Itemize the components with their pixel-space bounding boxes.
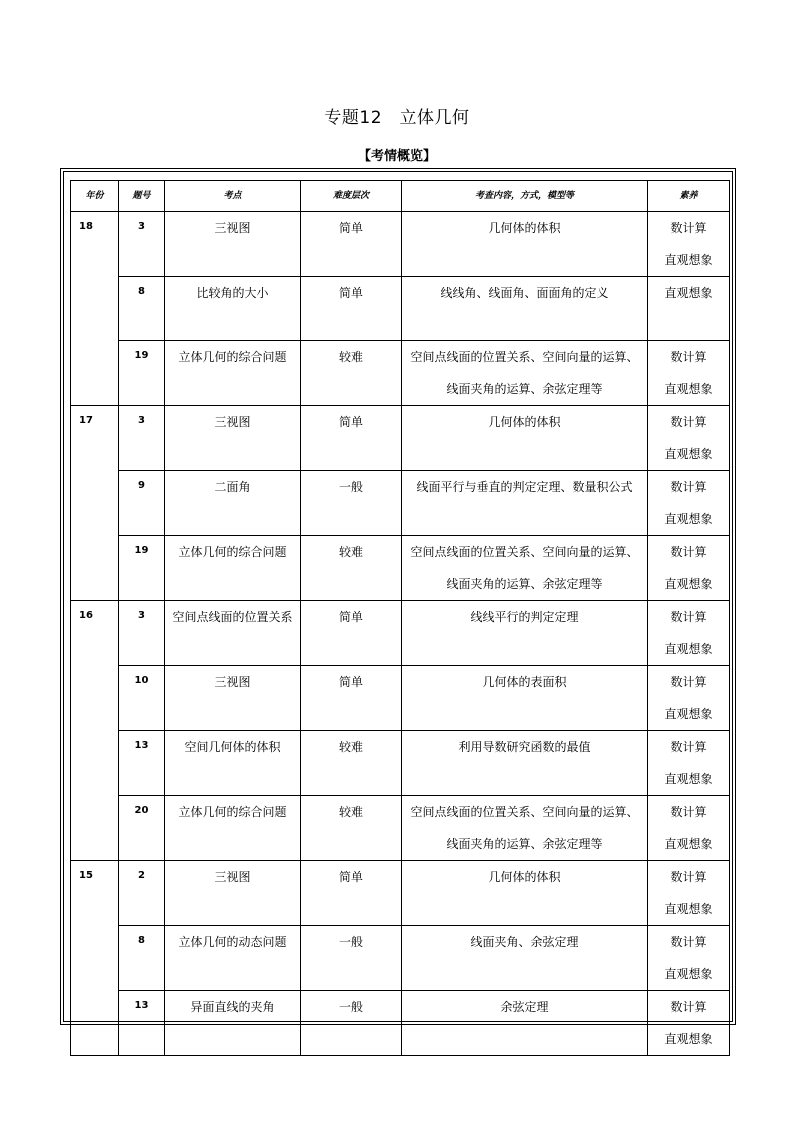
topic-cell: 三视图 xyxy=(165,666,301,731)
content-line: 线线平行的判定定理 xyxy=(470,610,579,624)
skill-line: 直观想象 xyxy=(664,707,713,721)
table-row xyxy=(71,666,730,731)
topic-cell: 三视图 xyxy=(165,212,301,277)
content-line: 线面夹角的运算、余弦定理等 xyxy=(446,837,603,851)
difficulty-cell: 简单 xyxy=(301,277,402,341)
content-line: 线面夹角的运算、余弦定理等 xyxy=(446,577,603,591)
skill-line: 直观想象 xyxy=(664,902,713,916)
table-row xyxy=(71,991,730,1056)
year-cell: 18 xyxy=(71,212,119,406)
skill-line: 数计算 xyxy=(670,480,707,494)
skill-line: 数计算 xyxy=(670,545,707,559)
difficulty-cell: 较难 xyxy=(301,796,402,861)
skills-cell xyxy=(648,212,730,277)
topic-cell: 立体几何的动态问题 xyxy=(165,926,301,991)
header-number: 题号 xyxy=(119,181,165,212)
content-line: 线面平行与垂直的判定定理、数量积公式 xyxy=(416,480,633,494)
skills-cell xyxy=(648,536,730,601)
difficulty-cell: 简单 xyxy=(301,212,402,277)
skills-cell xyxy=(648,471,730,536)
content-line: 线面夹角的运算、余弦定理等 xyxy=(446,382,603,396)
table-row xyxy=(71,341,730,406)
skills-cell xyxy=(648,861,730,926)
table-row xyxy=(71,796,730,861)
content-cell xyxy=(402,731,648,796)
difficulty-cell: 简单 xyxy=(301,406,402,471)
header-difficulty: 难度层次 xyxy=(301,181,402,212)
skills-cell xyxy=(648,796,730,861)
table-row xyxy=(71,406,730,471)
content-line: 线线角、线面角、面面角的定义 xyxy=(440,286,609,300)
content-cell xyxy=(402,666,648,731)
topic-cell: 二面角 xyxy=(165,471,301,536)
content-cell xyxy=(402,471,648,536)
exam-overview-table xyxy=(70,180,730,1056)
content-cell xyxy=(402,601,648,666)
difficulty-cell: 简单 xyxy=(301,601,402,666)
content-cell xyxy=(402,277,648,341)
skill-line: 直观想象 xyxy=(664,1032,713,1046)
table-row xyxy=(71,212,730,277)
content-cell xyxy=(402,796,648,861)
question-number-cell: 2 xyxy=(119,861,165,926)
difficulty-cell: 较难 xyxy=(301,731,402,796)
skill-line: 数计算 xyxy=(670,740,707,754)
skill-line: 数计算 xyxy=(670,415,707,429)
content-cell xyxy=(402,212,648,277)
difficulty-cell: 简单 xyxy=(301,666,402,731)
skill-line: 直观想象 xyxy=(664,447,713,461)
skill-line: 数计算 xyxy=(670,221,707,235)
difficulty-cell: 简单 xyxy=(301,861,402,926)
content-cell xyxy=(402,536,648,601)
table-row xyxy=(71,471,730,536)
question-number-cell: 3 xyxy=(119,406,165,471)
content-line: 利用导数研究函数的最值 xyxy=(458,740,591,754)
skill-line: 数计算 xyxy=(670,675,707,689)
skills-cell xyxy=(648,731,730,796)
skills-cell xyxy=(648,926,730,991)
skill-line: 数计算 xyxy=(670,935,707,949)
content-line: 空间点线面的位置关系、空间向量的运算、 xyxy=(410,545,639,559)
difficulty-cell: 一般 xyxy=(301,471,402,536)
skill-line: 直观想象 xyxy=(664,642,713,656)
skill-line: 直观想象 xyxy=(664,577,713,591)
skill-line: 数计算 xyxy=(670,350,707,364)
skills-cell xyxy=(648,406,730,471)
difficulty-cell: 较难 xyxy=(301,536,402,601)
question-number-cell: 19 xyxy=(119,536,165,601)
section-subtitle: 【考情概览】 xyxy=(357,149,436,164)
content-line: 几何体的体积 xyxy=(488,221,561,235)
content-cell xyxy=(402,861,648,926)
topic-cell: 立体几何的综合问题 xyxy=(165,341,301,406)
question-number-cell: 3 xyxy=(119,601,165,666)
skills-cell xyxy=(648,601,730,666)
year-cell: 15 xyxy=(71,861,119,1056)
question-number-cell: 8 xyxy=(119,926,165,991)
skills-cell xyxy=(648,991,730,1056)
topic-cell: 异面直线的夹角 xyxy=(165,991,301,1056)
skill-line: 直观想象 xyxy=(664,286,713,300)
table-header-row xyxy=(71,181,730,212)
page-title: 专题12 立体几何 xyxy=(324,108,470,128)
difficulty-cell: 一般 xyxy=(301,991,402,1056)
content-line: 几何体的体积 xyxy=(488,870,561,884)
table-frame xyxy=(60,168,736,1046)
skills-cell xyxy=(648,341,730,406)
header-skills: 素养 xyxy=(648,181,730,212)
content-line: 几何体的体积 xyxy=(488,415,561,429)
table-row xyxy=(71,926,730,991)
table-row xyxy=(71,277,730,341)
header-topic: 考点 xyxy=(165,181,301,212)
table-row xyxy=(71,536,730,601)
content-line: 空间点线面的位置关系、空间向量的运算、 xyxy=(410,350,639,364)
content-line: 线面夹角、余弦定理 xyxy=(470,935,579,949)
question-number-cell: 20 xyxy=(119,796,165,861)
topic-cell: 三视图 xyxy=(165,861,301,926)
skill-line: 直观想象 xyxy=(664,837,713,851)
skill-line: 直观想象 xyxy=(664,512,713,526)
table-row xyxy=(71,731,730,796)
question-number-cell: 9 xyxy=(119,471,165,536)
header-content: 考查内容，方式，模型等 xyxy=(402,181,648,212)
question-number-cell: 8 xyxy=(119,277,165,341)
topic-cell: 空间几何体的体积 xyxy=(165,731,301,796)
content-cell xyxy=(402,991,648,1056)
topic-cell: 比较角的大小 xyxy=(165,277,301,341)
skills-cell xyxy=(648,277,730,341)
question-number-cell: 3 xyxy=(119,212,165,277)
content-line: 余弦定理 xyxy=(500,1000,549,1014)
content-line: 空间点线面的位置关系、空间向量的运算、 xyxy=(410,805,639,819)
year-cell: 16 xyxy=(71,601,119,861)
topic-cell: 空间点线面的位置关系 xyxy=(165,601,301,666)
skills-cell xyxy=(648,666,730,731)
difficulty-cell: 较难 xyxy=(301,341,402,406)
question-number-cell: 10 xyxy=(119,666,165,731)
topic-cell: 立体几何的综合问题 xyxy=(165,796,301,861)
table-row xyxy=(71,601,730,666)
content-cell xyxy=(402,926,648,991)
skill-line: 直观想象 xyxy=(664,967,713,981)
content-line: 几何体的表面积 xyxy=(482,675,567,689)
topic-cell: 立体几何的综合问题 xyxy=(165,536,301,601)
content-cell xyxy=(402,406,648,471)
content-cell xyxy=(402,341,648,406)
skill-line: 直观想象 xyxy=(664,772,713,786)
question-number-cell: 19 xyxy=(119,341,165,406)
skill-line: 直观想象 xyxy=(664,253,713,267)
header-year: 年份 xyxy=(71,181,119,212)
topic-cell: 三视图 xyxy=(165,406,301,471)
skill-line: 数计算 xyxy=(670,870,707,884)
skill-line: 数计算 xyxy=(670,1000,707,1014)
skill-line: 数计算 xyxy=(670,805,707,819)
question-number-cell: 13 xyxy=(119,991,165,1056)
table-row xyxy=(71,861,730,926)
year-cell: 17 xyxy=(71,406,119,601)
skill-line: 直观想象 xyxy=(664,382,713,396)
question-number-cell: 13 xyxy=(119,731,165,796)
skill-line: 数计算 xyxy=(670,610,707,624)
difficulty-cell: 一般 xyxy=(301,926,402,991)
